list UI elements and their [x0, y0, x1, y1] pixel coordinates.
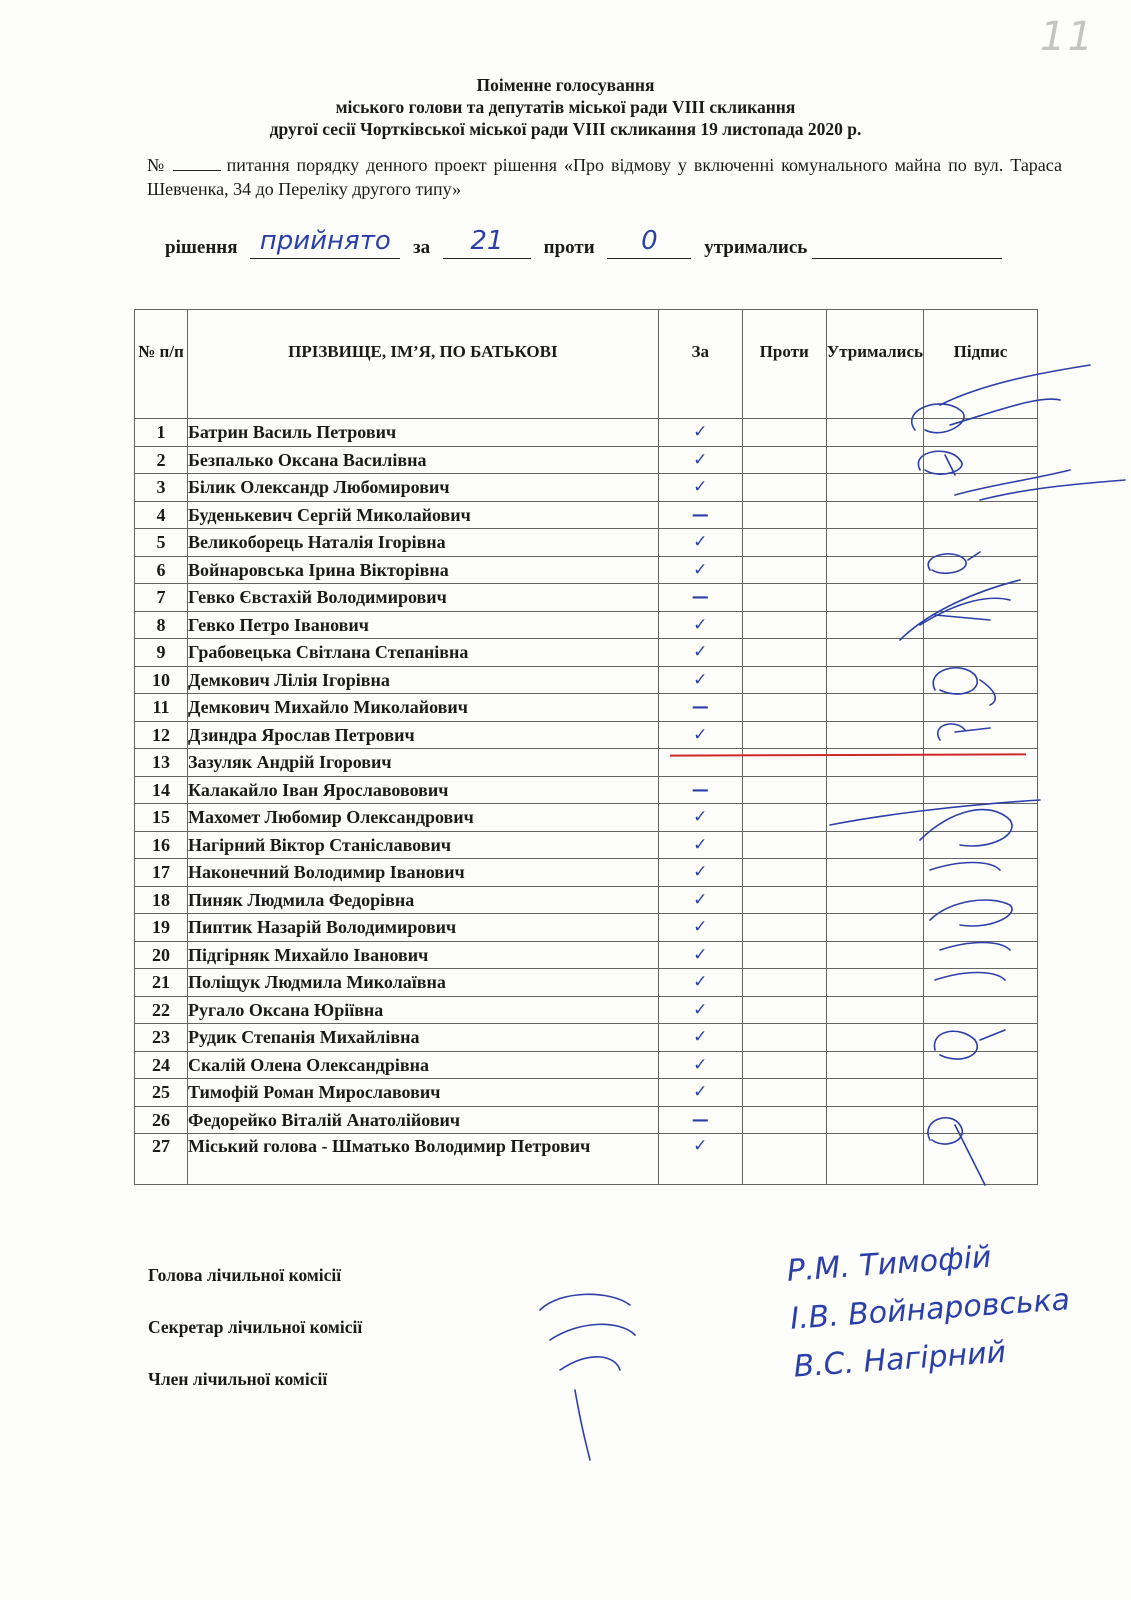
signature-cell: [924, 556, 1038, 584]
signer-3: В.С. Нагірний: [792, 1334, 1008, 1385]
row-number: 23: [135, 1024, 188, 1052]
table-row: [135, 859, 1038, 887]
row-number: 10: [135, 666, 188, 694]
deputy-name: Скалій Олена Олександрівна: [188, 1051, 659, 1079]
vote-against-mark: [742, 1079, 826, 1107]
row-number: 14: [135, 776, 188, 804]
deputy-name: Буденькевич Сергій Миколайович: [188, 501, 659, 529]
signature-cell: [924, 529, 1038, 557]
signature-cell: [924, 446, 1038, 474]
header-abstained: Утримались: [826, 310, 923, 419]
row-number: 25: [135, 1079, 188, 1107]
table-row: [135, 639, 1038, 667]
vote-abstained-mark: [826, 694, 923, 722]
table-row: [135, 1024, 1038, 1052]
vote-abstained-mark: [826, 941, 923, 969]
vote-for-mark: ✓: [658, 446, 742, 474]
for-count: 21: [470, 226, 504, 256]
vote-for-mark: ✓: [658, 969, 742, 997]
table-row: [135, 1106, 1038, 1134]
for-count-field: [443, 224, 531, 259]
vote-against-mark: [742, 886, 826, 914]
commission-secretary-label: Секретар лічильної комісії: [148, 1317, 363, 1337]
table-row: [135, 804, 1038, 832]
agenda-number-blank: [173, 155, 221, 171]
vote-against-mark: [742, 1106, 826, 1134]
deputy-name: Гевко Петро Іванович: [188, 611, 659, 639]
commission-member-label: Член лічильної комісії: [148, 1369, 328, 1389]
vote-abstained-mark: [826, 914, 923, 942]
vote-against-mark: [742, 611, 826, 639]
deputy-name: Гевко Євстахій Володимирович: [188, 584, 659, 612]
commission-signers: [785, 1228, 1075, 1391]
deputy-name: Білик Олександр Любомирович: [188, 474, 659, 502]
signature-cell: [924, 1134, 1038, 1185]
vote-against-mark: [742, 529, 826, 557]
vote-against-mark: [742, 501, 826, 529]
vote-for-mark: ✓: [658, 1024, 742, 1052]
signature-cell: [924, 969, 1038, 997]
signature-cell: [924, 776, 1038, 804]
row-number: 9: [135, 639, 188, 667]
vote-abstained-mark: [826, 666, 923, 694]
deputy-name: Демкович Лілія Ігорівна: [188, 666, 659, 694]
signature-cell: [924, 1024, 1038, 1052]
deputy-name: Наконечний Володимир Іванович: [188, 859, 659, 887]
vote-against-mark: [742, 639, 826, 667]
vote-against-mark: [742, 831, 826, 859]
deputy-name: Міський голова - Шматько Володимир Петрович: [188, 1134, 659, 1185]
vote-for-mark: —: [658, 501, 742, 529]
signature-cell: [924, 996, 1038, 1024]
decision-label: рішення: [165, 237, 238, 258]
header-session: другої сесії Чортківської міської ради VIII скликання 19 листопада 2020 р.: [269, 119, 862, 139]
signature-cell: [924, 501, 1038, 529]
vote-abstained-mark: [826, 419, 923, 447]
deputy-name: Нагірний Віктор Станіславович: [188, 831, 659, 859]
vote-for-mark: ✓: [658, 529, 742, 557]
table-row: [135, 611, 1038, 639]
vote-against-mark: [742, 694, 826, 722]
row-number: 21: [135, 969, 188, 997]
vote-abstained-mark: [826, 529, 923, 557]
vote-abstained-mark: [826, 474, 923, 502]
table-row: [135, 556, 1038, 584]
vote-for-mark: ✓: [658, 859, 742, 887]
vote-for-mark: ✓: [658, 639, 742, 667]
signature-cell: [924, 474, 1038, 502]
vote-for-mark: ✓: [658, 1051, 742, 1079]
vote-for-mark: ✓: [658, 474, 742, 502]
signature-commission: [540, 1294, 635, 1460]
signature-cell: [924, 831, 1038, 859]
against-label: проти: [543, 237, 595, 258]
row-number: 17: [135, 859, 188, 887]
vote-against-mark: [742, 556, 826, 584]
header-for: За: [658, 310, 742, 419]
vote-abstained-mark: [826, 446, 923, 474]
agenda-number-sign: №: [147, 155, 167, 175]
row-number: 26: [135, 1106, 188, 1134]
vote-abstained-mark: [826, 721, 923, 749]
vote-against-mark: [742, 941, 826, 969]
row-number: 4: [135, 501, 188, 529]
row-number: 13: [135, 749, 188, 777]
for-label: за: [413, 237, 431, 258]
row-number: 19: [135, 914, 188, 942]
vote-for-mark: ✓: [658, 721, 742, 749]
table-row: [135, 694, 1038, 722]
header-name: ПРІЗВИЩЕ, ІМ’Я, ПО БАТЬКОВІ: [188, 310, 659, 419]
table-row: [135, 941, 1038, 969]
vote-for-mark: ✓: [658, 1079, 742, 1107]
signer-1: Р.М. Тимофій: [785, 1239, 993, 1289]
commission-chair-label: Голова лічильної комісії: [148, 1265, 342, 1285]
vote-for-mark: ✓: [658, 556, 742, 584]
row-number: 11: [135, 694, 188, 722]
vote-for-mark: ✓: [658, 666, 742, 694]
vote-for-mark: —: [658, 584, 742, 612]
row-number: 22: [135, 996, 188, 1024]
table-row: [135, 831, 1038, 859]
signer-2: І.В. Войнаровська: [789, 1282, 1072, 1337]
table-row: [135, 721, 1038, 749]
abstained-count-field: [812, 224, 1002, 259]
vote-for-mark: ✓: [658, 914, 742, 942]
row-number: 8: [135, 611, 188, 639]
row-number: 15: [135, 804, 188, 832]
vote-for-mark: —: [658, 1106, 742, 1134]
vote-table-header: [135, 310, 1038, 419]
vote-abstained-mark: [826, 1134, 923, 1185]
row-number: 3: [135, 474, 188, 502]
signature-cell: [924, 694, 1038, 722]
signature-cell: [924, 941, 1038, 969]
vote-abstained-mark: [826, 859, 923, 887]
agenda-item: [147, 153, 1062, 201]
vote-against-mark: [742, 804, 826, 832]
decision-value: прийнято: [259, 226, 391, 256]
vote-against-mark: [742, 1051, 826, 1079]
row-number: 24: [135, 1051, 188, 1079]
vote-against-mark: [742, 446, 826, 474]
vote-abstained-mark: [826, 996, 923, 1024]
table-row: [135, 914, 1038, 942]
row-number: 18: [135, 886, 188, 914]
table-row: [135, 584, 1038, 612]
vote-abstained-mark: [826, 501, 923, 529]
vote-for-mark: ✓: [658, 419, 742, 447]
document-header: [0, 74, 1131, 140]
vote-against-mark: [742, 1024, 826, 1052]
signature-cell: [924, 666, 1038, 694]
vote-against-mark: [742, 666, 826, 694]
vote-for-mark: —: [658, 776, 742, 804]
vote-abstained-mark: [826, 611, 923, 639]
vote-against-mark: [742, 914, 826, 942]
vote-for-mark: ✓: [658, 996, 742, 1024]
table-row: [135, 474, 1038, 502]
vote-table: [134, 309, 1038, 1185]
vote-against-mark: [742, 721, 826, 749]
table-row: [135, 996, 1038, 1024]
against-count-field: [607, 224, 691, 259]
row-number: 7: [135, 584, 188, 612]
row-number: 27: [135, 1134, 188, 1185]
deputy-name: Грабовецька Світлана Степанівна: [188, 639, 659, 667]
vote-against-mark: [742, 1134, 826, 1185]
vote-against-mark: [742, 474, 826, 502]
deputy-name: Безпалько Оксана Василівна: [188, 446, 659, 474]
agenda-text: питання порядку денного проект рішення «Про відмову у включенні комунального майна по вул. Тараса Шевченка, 34 до Переліку другого типу»: [147, 155, 1062, 199]
table-row: [135, 1134, 1038, 1185]
vote-abstained-mark: [826, 886, 923, 914]
signature-cell: [924, 1051, 1038, 1079]
deputy-name: Зазуляк Андрій Ігорович: [188, 749, 659, 777]
vote-against-mark: [742, 996, 826, 1024]
deputy-name: Рудик Степанія Михайлівна: [188, 1024, 659, 1052]
vote-for-mark: —: [658, 694, 742, 722]
table-row: [135, 501, 1038, 529]
header-title: Поіменне голосування: [476, 75, 655, 95]
vote-against-mark: [742, 969, 826, 997]
signature-cell: [924, 721, 1038, 749]
vote-against-mark: [742, 749, 826, 777]
vote-for-mark: ✓: [658, 886, 742, 914]
signature-cell: [924, 584, 1038, 612]
vote-for-mark: ✓: [658, 831, 742, 859]
row-number: 20: [135, 941, 188, 969]
signature-cell: [924, 859, 1038, 887]
vote-abstained-mark: [826, 831, 923, 859]
deputy-name: Поліщук Людмила Миколаївна: [188, 969, 659, 997]
vote-abstained-mark: [826, 1106, 923, 1134]
vote-abstained-mark: [826, 804, 923, 832]
page-number: 11: [1040, 14, 1095, 60]
row-number: 16: [135, 831, 188, 859]
vote-for-mark: ✓: [658, 804, 742, 832]
deputy-name: Великоборець Наталія Ігорівна: [188, 529, 659, 557]
deputy-name: Батрин Василь Петрович: [188, 419, 659, 447]
header-against: Проти: [742, 310, 826, 419]
deputy-name: Калакайло Іван Ярославовович: [188, 776, 659, 804]
deputy-name: Махомет Любомир Олександрович: [188, 804, 659, 832]
signature-cell: [924, 611, 1038, 639]
vote-abstained-mark: [826, 969, 923, 997]
signature-cell: [924, 419, 1038, 447]
deputy-name: Федорейко Віталій Анатолійович: [188, 1106, 659, 1134]
vote-for-mark: ✓: [658, 941, 742, 969]
vote-abstained-mark: [826, 776, 923, 804]
table-row: [135, 446, 1038, 474]
vote-for-mark: [658, 749, 742, 777]
vote-abstained-mark: [826, 1051, 923, 1079]
vote-against-mark: [742, 584, 826, 612]
signature-cell: [924, 886, 1038, 914]
vote-against-mark: [742, 859, 826, 887]
signature-cell: [924, 914, 1038, 942]
row-number: 6: [135, 556, 188, 584]
header-subtitle: міського голови та депутатів міської ради VIII скликання: [335, 97, 796, 117]
header-num: № п/п: [135, 310, 188, 419]
vote-for-mark: ✓: [658, 611, 742, 639]
row-number: 12: [135, 721, 188, 749]
vote-table-body: [135, 419, 1038, 1185]
row-number: 2: [135, 446, 188, 474]
table-row: [135, 666, 1038, 694]
signature-cell: [924, 639, 1038, 667]
deputy-name: Пиптик Назарій Володимирович: [188, 914, 659, 942]
vote-abstained-mark: [826, 1024, 923, 1052]
header-signature: Підпис: [924, 310, 1038, 419]
signature-cell: [924, 1079, 1038, 1107]
row-number: 1: [135, 419, 188, 447]
vote-abstained-mark: [826, 584, 923, 612]
table-row: [135, 529, 1038, 557]
vote-abstained-mark: [826, 639, 923, 667]
table-row: [135, 749, 1038, 777]
table-row: [135, 886, 1038, 914]
table-row: [135, 419, 1038, 447]
decision-line: [165, 224, 1010, 264]
signature-cell: [924, 1106, 1038, 1134]
vote-abstained-mark: [826, 556, 923, 584]
vote-against-mark: [742, 776, 826, 804]
row-number: 5: [135, 529, 188, 557]
decision-value-field: [250, 224, 400, 259]
table-row: [135, 776, 1038, 804]
vote-abstained-mark: [826, 1079, 923, 1107]
vote-abstained-mark: [826, 749, 923, 777]
against-count: 0: [641, 226, 658, 256]
vote-against-mark: [742, 419, 826, 447]
deputy-name: Тимофій Роман Мирославович: [188, 1079, 659, 1107]
deputy-name: Дзиндра Ярослав Петрович: [188, 721, 659, 749]
vote-for-mark: ✓: [658, 1134, 742, 1185]
deputy-name: Пиняк Людмила Федорівна: [188, 886, 659, 914]
deputy-name: Підгірняк Михайло Іванович: [188, 941, 659, 969]
deputy-name: Войнаровська Ірина Вікторівна: [188, 556, 659, 584]
deputy-name: Ругало Оксана Юріївна: [188, 996, 659, 1024]
signature-cell: [924, 804, 1038, 832]
table-row: [135, 969, 1038, 997]
abstained-label: утримались: [704, 237, 808, 258]
table-row: [135, 1079, 1038, 1107]
table-row: [135, 1051, 1038, 1079]
deputy-name: Демкович Михайло Миколайович: [188, 694, 659, 722]
